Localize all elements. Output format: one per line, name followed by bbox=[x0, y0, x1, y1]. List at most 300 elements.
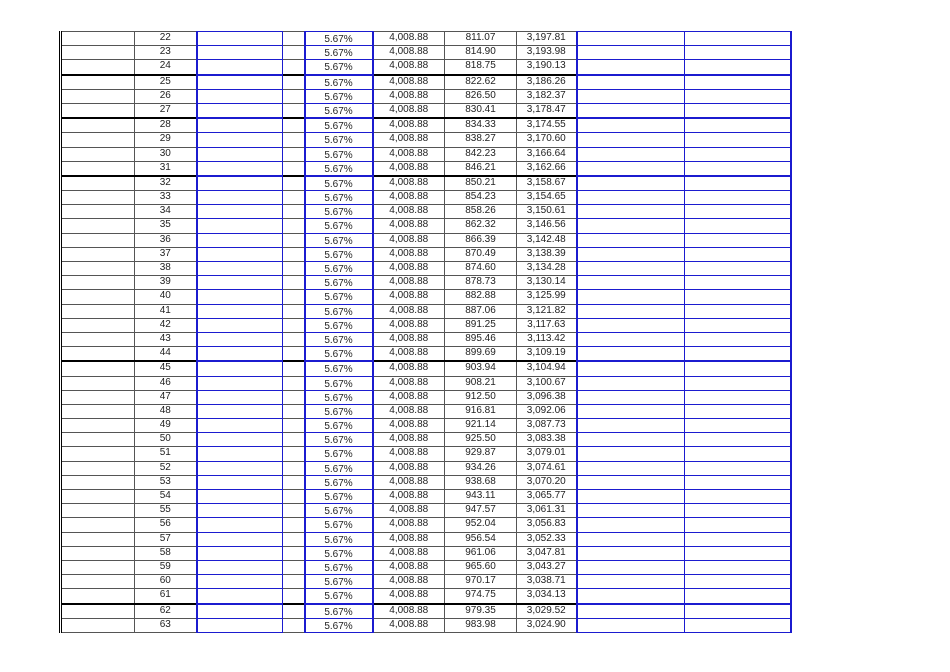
payment-cell bbox=[373, 604, 445, 619]
payment-cell-text: 4,008.88 bbox=[389, 205, 429, 217]
period-cell bbox=[135, 304, 197, 318]
balance-cell bbox=[517, 262, 577, 276]
table-row bbox=[61, 219, 791, 233]
blank-blue-cell bbox=[197, 133, 283, 147]
rate-cell bbox=[305, 118, 373, 133]
table-row bbox=[61, 75, 791, 90]
principal-cell bbox=[445, 161, 517, 176]
blank-cell bbox=[61, 176, 135, 191]
blank-cell bbox=[61, 191, 135, 205]
balance-cell-text: 3,029.52 bbox=[526, 604, 566, 616]
principal-cell-text: 925.50 bbox=[465, 433, 496, 445]
table-row bbox=[61, 490, 791, 504]
table-row bbox=[61, 276, 791, 290]
rate-cell bbox=[305, 133, 373, 147]
principal-cell bbox=[445, 560, 517, 574]
payment-cell bbox=[373, 276, 445, 290]
blank-blue-cell bbox=[197, 60, 283, 75]
blank-cell bbox=[283, 475, 305, 489]
table-row bbox=[61, 347, 791, 362]
balance-cell-text: 3,130.14 bbox=[526, 276, 566, 288]
principal-cell-text: 814.90 bbox=[465, 46, 496, 58]
balance-cell-text: 3,170.60 bbox=[526, 133, 566, 145]
rate-cell-text: 5.67% bbox=[324, 121, 353, 133]
balance-cell-text: 3,134.28 bbox=[526, 262, 566, 273]
principal-cell bbox=[445, 532, 517, 546]
payment-cell-text: 4,008.88 bbox=[389, 618, 429, 630]
rate-cell bbox=[305, 447, 373, 461]
period-cell bbox=[135, 60, 197, 75]
balance-cell-text: 3,061.31 bbox=[526, 504, 566, 516]
rate-cell bbox=[305, 404, 373, 418]
payment-cell bbox=[373, 376, 445, 390]
blank-blue-cell bbox=[197, 461, 283, 475]
rate-cell-text: 5.67% bbox=[324, 292, 353, 304]
rate-cell-text: 5.67% bbox=[324, 249, 353, 261]
balance-cell bbox=[517, 304, 577, 318]
blank-blue-cell bbox=[577, 133, 685, 147]
rate-cell-text: 5.67% bbox=[324, 105, 353, 117]
blank-blue-cell bbox=[685, 589, 791, 604]
rate-cell-text: 5.67% bbox=[324, 534, 353, 546]
period-cell bbox=[135, 46, 197, 60]
principal-cell bbox=[445, 618, 517, 632]
blank-cell bbox=[283, 376, 305, 390]
blank-blue-cell bbox=[685, 532, 791, 546]
balance-cell-text: 3,193.98 bbox=[526, 46, 566, 58]
principal-cell bbox=[445, 419, 517, 433]
payment-cell-text: 4,008.88 bbox=[389, 546, 429, 558]
principal-cell-text: 838.27 bbox=[465, 133, 496, 145]
balance-cell-text: 3,052.33 bbox=[526, 532, 566, 544]
table-row bbox=[61, 376, 791, 390]
rate-cell-text: 5.67% bbox=[324, 135, 353, 147]
principal-cell bbox=[445, 546, 517, 560]
blank-blue-cell bbox=[197, 118, 283, 133]
blank-blue-cell bbox=[197, 147, 283, 161]
rate-cell-text: 5.67% bbox=[324, 221, 353, 233]
period-cell bbox=[135, 318, 197, 332]
balance-cell-text: 3,096.38 bbox=[526, 390, 566, 402]
principal-cell bbox=[445, 332, 517, 346]
payment-cell-text: 4,008.88 bbox=[389, 318, 429, 330]
balance-cell-text: 3,034.13 bbox=[526, 589, 566, 601]
period-cell-text: 27 bbox=[159, 103, 171, 115]
blank-blue-cell bbox=[197, 361, 283, 376]
balance-cell bbox=[517, 276, 577, 290]
table-row bbox=[61, 390, 791, 404]
balance-cell-text: 3,138.39 bbox=[526, 247, 566, 259]
rate-cell bbox=[305, 247, 373, 261]
blank-cell bbox=[61, 290, 135, 304]
period-cell-text: 39 bbox=[159, 276, 171, 288]
blank-cell bbox=[61, 618, 135, 632]
period-cell-text: 47 bbox=[159, 390, 171, 402]
blank-blue-cell bbox=[577, 404, 685, 418]
principal-cell-text: 846.21 bbox=[465, 161, 496, 173]
amortization-table bbox=[59, 31, 792, 633]
period-cell bbox=[135, 347, 197, 362]
blank-cell bbox=[283, 618, 305, 632]
period-cell bbox=[135, 433, 197, 447]
table-row bbox=[61, 532, 791, 546]
payment-cell-text: 4,008.88 bbox=[389, 304, 429, 316]
blank-blue-cell bbox=[685, 461, 791, 475]
period-cell bbox=[135, 276, 197, 290]
blank-cell bbox=[61, 532, 135, 546]
principal-cell bbox=[445, 118, 517, 133]
blank-blue-cell bbox=[577, 247, 685, 261]
payment-cell bbox=[373, 347, 445, 362]
payment-cell bbox=[373, 518, 445, 532]
principal-cell bbox=[445, 347, 517, 362]
blank-blue-cell bbox=[197, 390, 283, 404]
blank-cell bbox=[61, 233, 135, 247]
payment-cell-text: 4,008.88 bbox=[389, 161, 429, 173]
principal-cell-text: 983.98 bbox=[465, 618, 496, 630]
blank-blue-cell bbox=[685, 404, 791, 418]
principal-cell bbox=[445, 176, 517, 191]
rate-cell bbox=[305, 433, 373, 447]
balance-cell-text: 3,087.73 bbox=[526, 419, 566, 431]
blank-cell bbox=[283, 332, 305, 346]
blank-blue-cell bbox=[197, 604, 283, 619]
table-row bbox=[61, 46, 791, 60]
rate-cell-text: 5.67% bbox=[324, 278, 353, 290]
blank-blue-cell bbox=[197, 347, 283, 362]
period-cell bbox=[135, 390, 197, 404]
period-cell bbox=[135, 560, 197, 574]
period-cell bbox=[135, 290, 197, 304]
payment-cell bbox=[373, 247, 445, 261]
payment-cell-text: 4,008.88 bbox=[389, 362, 429, 374]
period-cell-text: 51 bbox=[159, 447, 171, 459]
blank-blue-cell bbox=[197, 219, 283, 233]
blank-cell bbox=[61, 332, 135, 346]
blank-blue-cell bbox=[685, 347, 791, 362]
rate-cell bbox=[305, 532, 373, 546]
table-row bbox=[61, 589, 791, 604]
payment-cell bbox=[373, 205, 445, 219]
payment-cell-text: 4,008.88 bbox=[389, 191, 429, 203]
period-cell-text: 35 bbox=[159, 219, 171, 231]
payment-cell-text: 4,008.88 bbox=[389, 376, 429, 388]
rate-cell bbox=[305, 332, 373, 346]
balance-cell bbox=[517, 161, 577, 176]
blank-cell bbox=[283, 504, 305, 518]
period-cell bbox=[135, 447, 197, 461]
blank-cell bbox=[283, 75, 305, 90]
rate-cell-text: 5.67% bbox=[324, 520, 353, 532]
payment-cell bbox=[373, 133, 445, 147]
table-row bbox=[61, 233, 791, 247]
payment-cell bbox=[373, 304, 445, 318]
blank-blue-cell bbox=[577, 304, 685, 318]
blank-blue-cell bbox=[577, 504, 685, 518]
rate-cell-text: 5.67% bbox=[324, 435, 353, 447]
blank-blue-cell bbox=[577, 518, 685, 532]
blank-blue-cell bbox=[685, 361, 791, 376]
payment-cell bbox=[373, 419, 445, 433]
payment-cell-text: 4,008.88 bbox=[389, 447, 429, 459]
table-row bbox=[61, 118, 791, 133]
principal-cell-text: 842.23 bbox=[465, 147, 496, 159]
blank-blue-cell bbox=[577, 103, 685, 118]
payment-cell-text: 4,008.88 bbox=[389, 419, 429, 431]
blank-blue-cell bbox=[685, 60, 791, 75]
principal-cell-text: 811.07 bbox=[465, 32, 496, 43]
blank-blue-cell bbox=[577, 618, 685, 632]
payment-cell bbox=[373, 433, 445, 447]
principal-cell-text: 947.57 bbox=[465, 504, 496, 516]
blank-blue-cell bbox=[197, 205, 283, 219]
blank-cell bbox=[61, 390, 135, 404]
period-cell bbox=[135, 532, 197, 546]
blank-cell bbox=[283, 546, 305, 560]
blank-blue-cell bbox=[685, 276, 791, 290]
principal-cell bbox=[445, 575, 517, 589]
principal-cell-text: 822.62 bbox=[465, 75, 496, 87]
balance-cell bbox=[517, 347, 577, 362]
rate-cell bbox=[305, 318, 373, 332]
blank-cell bbox=[283, 518, 305, 532]
blank-blue-cell bbox=[577, 589, 685, 604]
principal-cell bbox=[445, 103, 517, 118]
blank-blue-cell bbox=[577, 118, 685, 133]
rate-cell bbox=[305, 475, 373, 489]
rate-cell-text: 5.67% bbox=[324, 235, 353, 247]
blank-blue-cell bbox=[685, 219, 791, 233]
rate-cell bbox=[305, 518, 373, 532]
balance-cell-text: 3,083.38 bbox=[526, 433, 566, 445]
table-row bbox=[61, 433, 791, 447]
blank-cell bbox=[61, 589, 135, 604]
period-cell-text: 55 bbox=[159, 504, 171, 516]
principal-cell-text: 866.39 bbox=[465, 233, 496, 245]
blank-blue-cell bbox=[577, 161, 685, 176]
blank-blue-cell bbox=[685, 205, 791, 219]
blank-cell bbox=[61, 161, 135, 176]
blank-cell bbox=[61, 147, 135, 161]
period-cell-text: 42 bbox=[159, 318, 171, 330]
period-cell-text: 46 bbox=[159, 376, 171, 388]
principal-cell-text: 899.69 bbox=[465, 347, 496, 359]
balance-cell-text: 3,125.99 bbox=[526, 290, 566, 302]
table-row bbox=[61, 304, 791, 318]
principal-cell bbox=[445, 233, 517, 247]
blank-cell bbox=[61, 75, 135, 90]
rate-cell-text: 5.67% bbox=[324, 349, 353, 361]
balance-cell-text: 3,117.63 bbox=[527, 318, 566, 330]
blank-blue-cell bbox=[685, 433, 791, 447]
rate-cell-text: 5.67% bbox=[324, 320, 353, 332]
blank-cell bbox=[61, 103, 135, 118]
blank-blue-cell bbox=[577, 219, 685, 233]
payment-cell-text: 4,008.88 bbox=[389, 32, 429, 43]
principal-cell bbox=[445, 262, 517, 276]
table-row bbox=[61, 504, 791, 518]
balance-cell bbox=[517, 604, 577, 619]
balance-cell-text: 3,174.55 bbox=[526, 119, 566, 131]
rate-cell-text: 5.67% bbox=[324, 591, 353, 603]
blank-blue-cell bbox=[685, 118, 791, 133]
balance-cell bbox=[517, 60, 577, 75]
principal-cell bbox=[445, 475, 517, 489]
principal-cell bbox=[445, 147, 517, 161]
period-cell bbox=[135, 176, 197, 191]
period-cell-text: 41 bbox=[159, 304, 171, 316]
balance-cell-text: 3,182.37 bbox=[526, 89, 566, 101]
blank-blue-cell bbox=[577, 390, 685, 404]
balance-cell bbox=[517, 404, 577, 418]
blank-blue-cell bbox=[197, 89, 283, 103]
blank-cell bbox=[283, 447, 305, 461]
rate-cell-text: 5.67% bbox=[324, 34, 353, 45]
rate-cell-text: 5.67% bbox=[324, 62, 353, 74]
table-row bbox=[61, 419, 791, 433]
payment-cell bbox=[373, 233, 445, 247]
blank-blue-cell bbox=[577, 46, 685, 60]
blank-blue-cell bbox=[577, 447, 685, 461]
rate-cell bbox=[305, 191, 373, 205]
blank-cell bbox=[61, 205, 135, 219]
period-cell-text: 22 bbox=[159, 32, 171, 43]
blank-cell bbox=[61, 490, 135, 504]
blank-blue-cell bbox=[685, 390, 791, 404]
rate-cell bbox=[305, 546, 373, 560]
table-row bbox=[61, 475, 791, 489]
balance-cell bbox=[517, 490, 577, 504]
principal-cell bbox=[445, 504, 517, 518]
rate-cell bbox=[305, 262, 373, 276]
blank-blue-cell bbox=[577, 376, 685, 390]
blank-blue-cell bbox=[685, 419, 791, 433]
principal-cell bbox=[445, 276, 517, 290]
balance-cell-text: 3,186.26 bbox=[526, 75, 566, 87]
blank-cell bbox=[61, 219, 135, 233]
balance-cell-text: 3,056.83 bbox=[526, 518, 566, 530]
table-row bbox=[61, 618, 791, 632]
blank-cell bbox=[61, 447, 135, 461]
period-cell-text: 23 bbox=[159, 46, 171, 58]
rate-cell-text: 5.67% bbox=[324, 149, 353, 161]
table-row bbox=[61, 604, 791, 619]
balance-cell-text: 3,150.61 bbox=[526, 205, 566, 217]
principal-cell bbox=[445, 604, 517, 619]
period-cell-text: 28 bbox=[159, 119, 171, 131]
blank-blue-cell bbox=[197, 191, 283, 205]
blank-blue-cell bbox=[685, 161, 791, 176]
blank-blue-cell bbox=[685, 247, 791, 261]
balance-cell bbox=[517, 560, 577, 574]
principal-cell-text: 961.06 bbox=[465, 546, 496, 558]
rate-cell-text: 5.67% bbox=[324, 378, 353, 390]
rate-cell-text: 5.67% bbox=[324, 477, 353, 489]
blank-cell bbox=[61, 461, 135, 475]
balance-cell-text: 3,079.01 bbox=[526, 447, 566, 459]
payment-cell-text: 4,008.88 bbox=[389, 390, 429, 402]
table-row bbox=[61, 247, 791, 261]
payment-cell-text: 4,008.88 bbox=[389, 133, 429, 145]
blank-blue-cell bbox=[685, 103, 791, 118]
payment-cell bbox=[373, 332, 445, 346]
table-row bbox=[61, 546, 791, 560]
blank-cell bbox=[283, 46, 305, 60]
blank-cell bbox=[61, 361, 135, 376]
blank-blue-cell bbox=[197, 532, 283, 546]
principal-cell-text: 929.87 bbox=[465, 447, 496, 459]
rate-cell-text: 5.67% bbox=[324, 77, 353, 89]
principal-cell bbox=[445, 490, 517, 504]
period-cell bbox=[135, 332, 197, 346]
period-cell-text: 60 bbox=[159, 575, 171, 587]
payment-cell-text: 4,008.88 bbox=[389, 461, 429, 473]
period-cell-text: 61 bbox=[159, 589, 171, 601]
table-row bbox=[61, 361, 791, 376]
principal-cell bbox=[445, 191, 517, 205]
blank-cell bbox=[283, 219, 305, 233]
principal-cell-text: 850.21 bbox=[465, 176, 496, 188]
blank-blue-cell bbox=[685, 290, 791, 304]
blank-blue-cell bbox=[197, 46, 283, 60]
blank-blue-cell bbox=[197, 504, 283, 518]
blank-cell bbox=[283, 161, 305, 176]
blank-cell bbox=[61, 546, 135, 560]
payment-cell bbox=[373, 490, 445, 504]
period-cell bbox=[135, 32, 197, 46]
balance-cell-text: 3,092.06 bbox=[526, 404, 566, 416]
blank-blue-cell bbox=[685, 147, 791, 161]
principal-cell-text: 934.26 bbox=[465, 461, 496, 473]
balance-cell-text: 3,154.65 bbox=[526, 191, 566, 203]
balance-cell-text: 3,104.94 bbox=[526, 362, 566, 374]
balance-cell-text: 3,109.19 bbox=[526, 347, 566, 359]
payment-cell bbox=[373, 546, 445, 560]
principal-cell-text: 862.32 bbox=[465, 219, 496, 231]
principal-cell-text: 979.35 bbox=[465, 604, 496, 616]
principal-cell bbox=[445, 433, 517, 447]
blank-cell bbox=[283, 60, 305, 75]
period-cell bbox=[135, 247, 197, 261]
balance-cell bbox=[517, 618, 577, 632]
rate-cell bbox=[305, 604, 373, 619]
rate-cell bbox=[305, 276, 373, 290]
payment-cell-text: 4,008.88 bbox=[389, 347, 429, 359]
period-cell bbox=[135, 604, 197, 619]
blank-cell bbox=[283, 276, 305, 290]
period-cell bbox=[135, 461, 197, 475]
payment-cell bbox=[373, 290, 445, 304]
blank-blue-cell bbox=[577, 318, 685, 332]
blank-cell bbox=[283, 103, 305, 118]
rate-cell-text: 5.67% bbox=[324, 421, 353, 433]
payment-cell-text: 4,008.88 bbox=[389, 89, 429, 101]
period-cell-text: 53 bbox=[159, 475, 171, 487]
rate-cell bbox=[305, 32, 373, 46]
period-cell bbox=[135, 118, 197, 133]
payment-cell-text: 4,008.88 bbox=[389, 103, 429, 115]
balance-cell bbox=[517, 46, 577, 60]
rate-cell-text: 5.67% bbox=[324, 406, 353, 418]
rate-cell-text: 5.67% bbox=[324, 306, 353, 318]
blank-blue-cell bbox=[577, 532, 685, 546]
principal-cell-text: 938.68 bbox=[465, 475, 496, 487]
principal-cell bbox=[445, 376, 517, 390]
period-cell-text: 56 bbox=[159, 518, 171, 530]
period-cell-text: 30 bbox=[159, 147, 171, 159]
blank-cell bbox=[61, 518, 135, 532]
table-row bbox=[61, 89, 791, 103]
